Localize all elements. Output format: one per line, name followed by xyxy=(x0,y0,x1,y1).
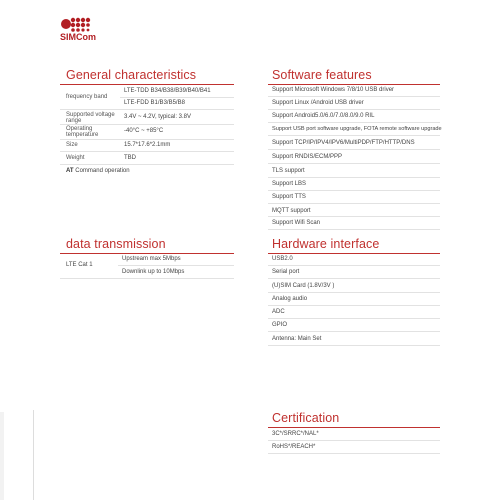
divider xyxy=(268,453,440,454)
divider xyxy=(268,109,440,110)
software-item: Support TCP/IP/IPV4/IPV6/MultiPDP/FTP/HTTP/DNS xyxy=(272,140,415,146)
software-item: Support LBS xyxy=(272,181,307,187)
certification-rule xyxy=(268,427,440,428)
divider xyxy=(268,163,440,164)
certification-item: RoHS*/REACH* xyxy=(272,444,316,450)
data-transmission-title: data transmission xyxy=(66,237,166,251)
lte-category: LTE Cat 1 xyxy=(66,262,93,268)
hardware-item: Analog audio xyxy=(272,296,308,302)
divider xyxy=(268,216,440,217)
general-value-weight: TBD xyxy=(124,155,136,161)
upstream-rate: Upstream max 5Mbps xyxy=(122,256,181,262)
divider xyxy=(268,278,440,279)
general-value-temperature: -40°C ~ +85°C xyxy=(124,128,164,134)
divider xyxy=(60,164,234,165)
certification-title: Certification xyxy=(272,411,340,425)
divider xyxy=(60,139,234,140)
general-label-temperature: Operating temperature xyxy=(66,126,99,138)
divider xyxy=(268,122,440,123)
software-item: Support Microsoft Windows 7/8/10 USB driver xyxy=(272,87,395,93)
divider xyxy=(60,109,234,110)
software-item: Support Android5.0/6.0/7.0/8.0/9.0 RIL xyxy=(272,113,375,119)
hardware-item: Serial port xyxy=(272,269,300,275)
divider xyxy=(268,331,440,332)
divider xyxy=(268,96,440,97)
divider xyxy=(60,151,234,152)
software-rule xyxy=(268,84,440,85)
general-rule xyxy=(60,84,234,85)
logo-text: SIMCom xyxy=(60,32,96,42)
general-label-weight: Weight xyxy=(66,155,85,161)
margin-line xyxy=(33,410,34,500)
divider xyxy=(268,229,440,230)
divider xyxy=(120,97,234,98)
divider xyxy=(268,318,440,319)
software-item: Support Linux /Android USB driver xyxy=(272,100,364,106)
general-value-size: 15.7*17.6*2.1mm xyxy=(124,142,171,148)
divider xyxy=(268,305,440,306)
page-edge xyxy=(0,412,4,500)
divider xyxy=(268,135,440,136)
general-label-size: Size xyxy=(66,142,78,148)
data-transmission-rule xyxy=(60,253,234,254)
general-value-fdd: LTE-FDD B1/B3/B5/B8 xyxy=(124,100,185,106)
divider xyxy=(60,124,234,125)
software-title: Software features xyxy=(272,68,372,82)
at-text: Command operation xyxy=(75,168,130,174)
certification-item: 3C*/SRRC*/NAL* xyxy=(272,431,319,437)
software-item: Support RNDIS/ECM/PPP xyxy=(272,154,343,160)
general-at-command xyxy=(66,168,130,175)
general-value-voltage: 3.4V ~ 4.2V, typical: 3.8V xyxy=(124,114,191,120)
hardware-item: Antenna: Main Set xyxy=(272,336,322,342)
divider xyxy=(60,278,234,279)
divider xyxy=(268,177,440,178)
general-title: General characteristics xyxy=(66,68,197,82)
hardware-rule xyxy=(268,253,440,254)
divider xyxy=(268,292,440,293)
simcom-logo xyxy=(60,14,100,48)
general-label-voltage: Supported voltage range xyxy=(66,112,115,124)
at-prefix: AT xyxy=(66,168,74,174)
hardware-item: GPIO xyxy=(272,322,288,328)
divider xyxy=(268,149,440,150)
divider xyxy=(268,440,440,441)
software-item: Support TTS xyxy=(272,194,306,200)
software-item: TLS support xyxy=(272,168,305,174)
general-value-tdd: LTE-TDD B34/B38/B39/B40/B41 xyxy=(124,88,211,94)
software-item: MQTT support xyxy=(272,208,311,214)
software-item: Support USB port software upgrade, FOTA remote software upgrade xyxy=(272,126,442,132)
hardware-item: USB2.0 xyxy=(272,256,293,262)
divider xyxy=(268,345,440,346)
divider xyxy=(268,190,440,191)
downlink-rate: Downlink up to 10Mbps xyxy=(122,269,185,275)
divider xyxy=(118,265,234,266)
hardware-title: Hardware interface xyxy=(272,237,380,251)
software-item: Support Wifi Scan xyxy=(272,220,321,226)
hardware-item: (U)SIM Card (1.8V/3V ) xyxy=(272,283,335,289)
divider xyxy=(268,203,440,204)
divider xyxy=(268,265,440,266)
general-label-frequency: frequency band xyxy=(66,94,108,100)
hardware-item: ADC xyxy=(272,309,285,315)
